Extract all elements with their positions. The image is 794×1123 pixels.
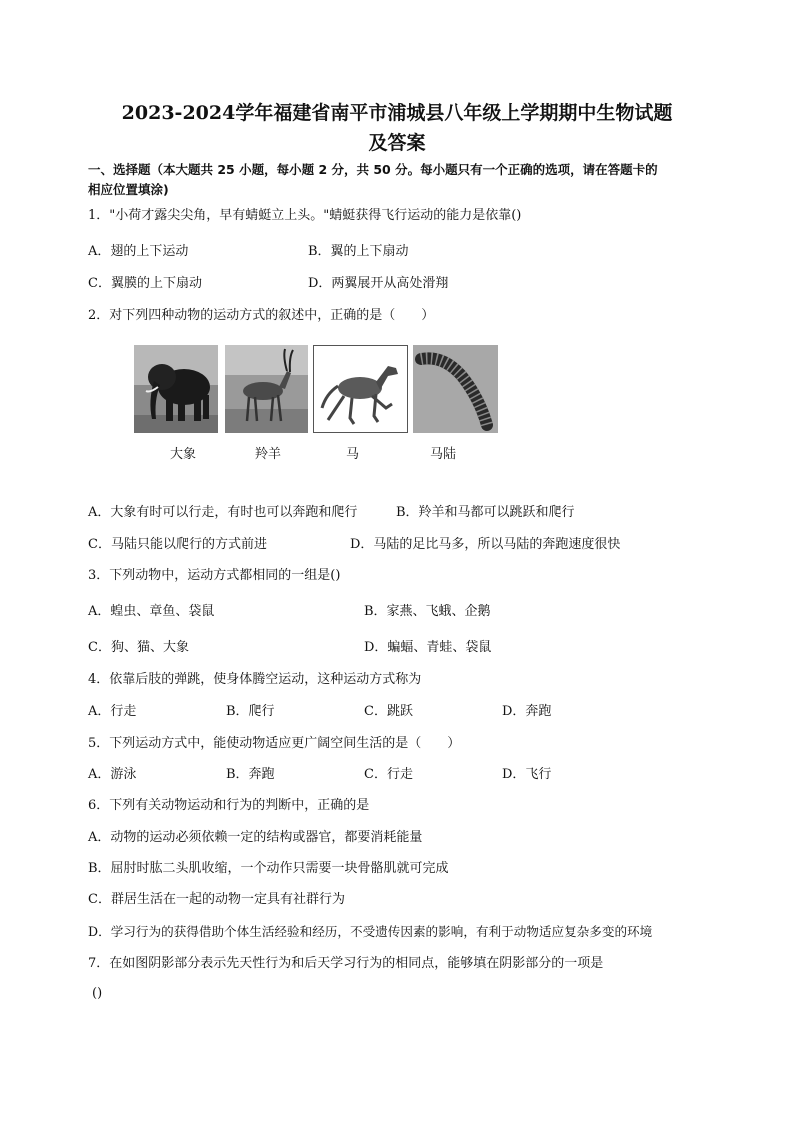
- document-title: 2023-2024学年福建省南平市浦城县八年级上学期期中生物试题: [121, 102, 673, 124]
- question-4-option-b: B．爬行: [226, 704, 275, 719]
- question-3-option-b: B．家燕、飞蛾、企鹅: [364, 604, 491, 619]
- question-1-option-c: C．翼膜的上下扇动: [88, 276, 202, 291]
- caption-antelope: 羚羊: [255, 447, 282, 462]
- caption-millipede: 马陆: [430, 447, 457, 462]
- question-5-option-c: C．行走: [364, 767, 413, 782]
- question-6-option-b: B．屈肘时肱二头肌收缩，一个动作只需要一块骨骼肌就可完成: [88, 861, 449, 876]
- question-6-option-c: C．群居生活在一起的动物一定具有社群行为: [88, 892, 345, 907]
- question-2-option-b: B．羚羊和马都可以跳跃和爬行: [396, 505, 575, 520]
- caption-horse: 马: [346, 447, 360, 462]
- question-6-stem: 6．下列有关动物运动和行为的判断中，正确的是: [88, 798, 370, 813]
- question-4-stem: 4．依靠后肢的弹跳，使身体腾空运动，这种运动方式称为: [88, 672, 422, 687]
- question-4-option-d: D．奔跑: [502, 704, 552, 719]
- question-3-option-c: C．狗、猫、大象: [88, 640, 189, 655]
- caption-elephant: 大象: [170, 447, 197, 462]
- question-6-option-a: A．动物的运动必须依赖一定的结构或器官，都要消耗能量: [88, 830, 423, 845]
- section-heading: 一、选择题（本大题共 25 小题，每小题 2 分，共 50 分。每小题只有一个正确的选项，请在答题卡的: [88, 162, 658, 177]
- horse-image: [313, 345, 408, 433]
- antelope-image: [225, 345, 308, 433]
- question-5-option-a: A．游泳: [88, 767, 137, 782]
- question-1-stem: 1．"小荷才露尖尖角，早有蜻蜓立上头。"蜻蜓获得飞行运动的能力是依靠(): [88, 208, 522, 223]
- question-7-stem: 7．在如图阴影部分表示先天性行为和后天学习行为的相同点，能够填在阴影部分的一项是: [88, 956, 604, 971]
- question-6-option-d: D．学习行为的获得借助个体生活经验和经历，不受遗传因素的影响，有利于动物适应复杂多变的环境: [88, 924, 653, 939]
- question-7-answer-blank: (): [92, 986, 103, 1001]
- question-2-option-a: A．大象有时可以行走，有时也可以奔跑和爬行: [88, 505, 358, 520]
- elephant-image: [134, 345, 218, 433]
- question-1-option-a: A．翅的上下运动: [88, 244, 189, 259]
- question-4-option-a: A．行走: [88, 704, 137, 719]
- question-5-stem: 5．下列运动方式中，能使动物适应更广阔空间生活的是（ ）: [88, 736, 461, 751]
- question-2-option-c: C．马陆只能以爬行的方式前进: [88, 537, 267, 552]
- question-4-option-c: C．跳跃: [364, 704, 413, 719]
- question-3-option-a: A．蝗虫、章鱼、袋鼠: [88, 604, 215, 619]
- document-title-continued: 及答案: [368, 132, 426, 154]
- question-5-option-b: B．奔跑: [226, 767, 275, 782]
- millipede-image: [413, 345, 498, 433]
- question-5-option-d: D．飞行: [502, 767, 552, 782]
- question-3-option-d: D．蝙蝠、青蛙、袋鼠: [364, 640, 492, 655]
- section-heading-continued: 相应位置填涂): [88, 182, 169, 197]
- question-3-stem: 3．下列动物中，运动方式都相同的一组是(): [88, 568, 341, 583]
- question-2-stem: 2．对下列四种动物的运动方式的叙述中，正确的是（ ）: [88, 308, 435, 323]
- question-2-option-d: D．马陆的足比马多，所以马陆的奔跑速度很快: [350, 537, 621, 552]
- question-1-option-d: D．两翼展开从高处滑翔: [308, 276, 449, 291]
- question-1-option-b: B．翼的上下扇动: [308, 244, 409, 259]
